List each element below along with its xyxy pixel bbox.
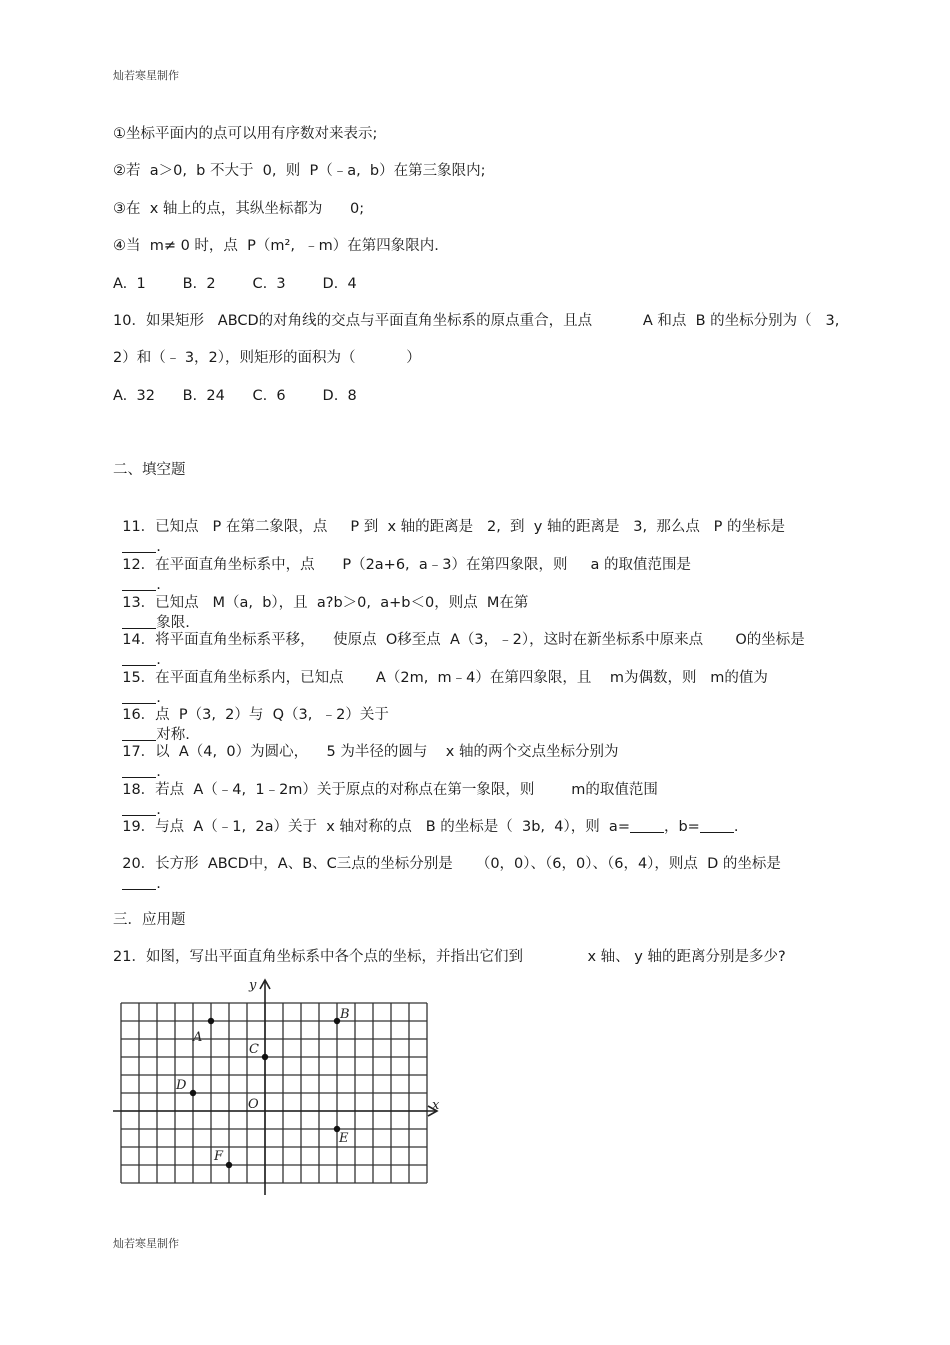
answer-blank xyxy=(700,818,734,833)
answer-blank xyxy=(630,818,664,833)
question-14-suffix: . xyxy=(156,652,161,668)
point-f-dot xyxy=(226,1162,232,1168)
question-16-text: 16．点 P（3, 2）与 Q（3, ﹣2）关于 xyxy=(122,707,389,723)
point-c-dot xyxy=(262,1054,268,1060)
q9-options: A. 1 B. 2 C. 3 D. 4 xyxy=(113,276,357,292)
question-13-text: 13．已知点 M（a, b），且 a?b＞0, a+b＜0，则点 M在第 xyxy=(122,595,529,611)
question-19 xyxy=(113,797,738,837)
q10-options: A. 32 B. 24 C. 6 D. 8 xyxy=(113,388,357,404)
statement-3: ③在 x 轴上的点，其纵坐标都为 0; xyxy=(113,201,365,217)
question-17-suffix: . xyxy=(156,764,161,780)
point-c-label: C xyxy=(249,1042,259,1057)
statement-4: ④当 m≠ 0 时，点 P（m², ﹣m）在第四象限内. xyxy=(113,238,439,254)
point-a-dot xyxy=(208,1018,214,1024)
question-18-suffix: . xyxy=(156,802,161,818)
question-10-line2: 2）和（﹣ 3，2），则矩形的面积为（ ） xyxy=(113,350,421,366)
question-15-text: 15．在平面直角坐标系内，已知点 A（2m, m﹣4）在第四象限，且 m为偶数，则 m的值为 xyxy=(122,670,768,686)
point-e-label: E xyxy=(339,1131,349,1146)
question-19-mid: ，b= xyxy=(663,819,700,835)
y-axis-label: y xyxy=(249,978,257,993)
question-18-text: 18．若点 A（﹣4, 1﹣2m）关于原点的对称点在第一象限，则 m的取值范围 xyxy=(122,782,658,798)
page-footer: 灿若寒星制作 xyxy=(113,1237,179,1250)
statement-2: ②若 a＞0, b 不大于 0, 则 P（﹣a, b）在第三象限内; xyxy=(113,163,486,179)
question-11-suffix: . xyxy=(156,539,161,555)
section-application-title: 三．应用题 xyxy=(113,912,186,928)
coordinate-grid-svg xyxy=(108,975,448,1197)
point-d-dot xyxy=(190,1090,196,1096)
x-axis-label: x xyxy=(432,1098,440,1113)
question-14-text: 14．将平面直角坐标系平移， 使原点 O移至点 A（3，﹣2），这时在新坐标系中原来点 O的坐标是 xyxy=(122,632,805,648)
question-17-text: 17．以 A（4, 0）为圆心， 5 为半径的圆与 x 轴的两个交点坐标分别为 xyxy=(122,744,619,760)
point-b-label: B xyxy=(340,1007,350,1022)
answer-blank xyxy=(122,875,156,890)
coordinate-grid-figure xyxy=(108,975,448,1197)
point-a-label: A xyxy=(193,1030,203,1045)
question-20-suffix: . xyxy=(156,876,161,892)
point-f-label: F xyxy=(214,1149,224,1164)
question-11-text: 11．已知点 P 在第二象限，点 P 到 x 轴的距离是 2, 到 y 轴的距离是 3, 那么点 P 的坐标是 xyxy=(122,519,786,535)
question-20 xyxy=(113,834,781,894)
question-21: 21．如图，写出平面直角坐标系中各个点的坐标，并指出它们到 x 轴、 y 轴的距离分别是多少? xyxy=(113,949,786,965)
question-12-suffix: . xyxy=(156,577,161,593)
question-20-text: 20．长方形 ABCD中，A、B、C三点的坐标分别是 （0，0）、（6，0）、（6，4），则点 D 的坐标是 xyxy=(122,856,781,872)
question-16-suffix: 对称. xyxy=(156,727,190,743)
statement-1: ①坐标平面内的点可以用有序数对来表示; xyxy=(113,126,378,142)
point-d-label: D xyxy=(176,1078,187,1093)
question-19-text: 19．与点 A（﹣1, 2a）关于 x 轴对称的点 B 的坐标是（ 3b, 4），则 a= xyxy=(122,819,630,835)
question-15-suffix: . xyxy=(156,690,161,706)
question-12-text: 12．在平面直角坐标系中，点 P（2a+6, a﹣3）在第四象限，则 a 的取值范围是 xyxy=(122,557,692,573)
page-header: 灿若寒星制作 xyxy=(113,69,179,82)
question-10-line1: 10．如果矩形 ABCD的对角线的交点与平面直角坐标系的原点重合，且点 A 和点 B 的坐标分别为（ 3, xyxy=(113,313,840,329)
question-19-suffix: . xyxy=(733,819,739,835)
question-13-suffix: 象限. xyxy=(156,615,190,631)
origin-label: O xyxy=(248,1097,259,1112)
section-fill-blank-title: 二、填空题 xyxy=(113,462,186,478)
